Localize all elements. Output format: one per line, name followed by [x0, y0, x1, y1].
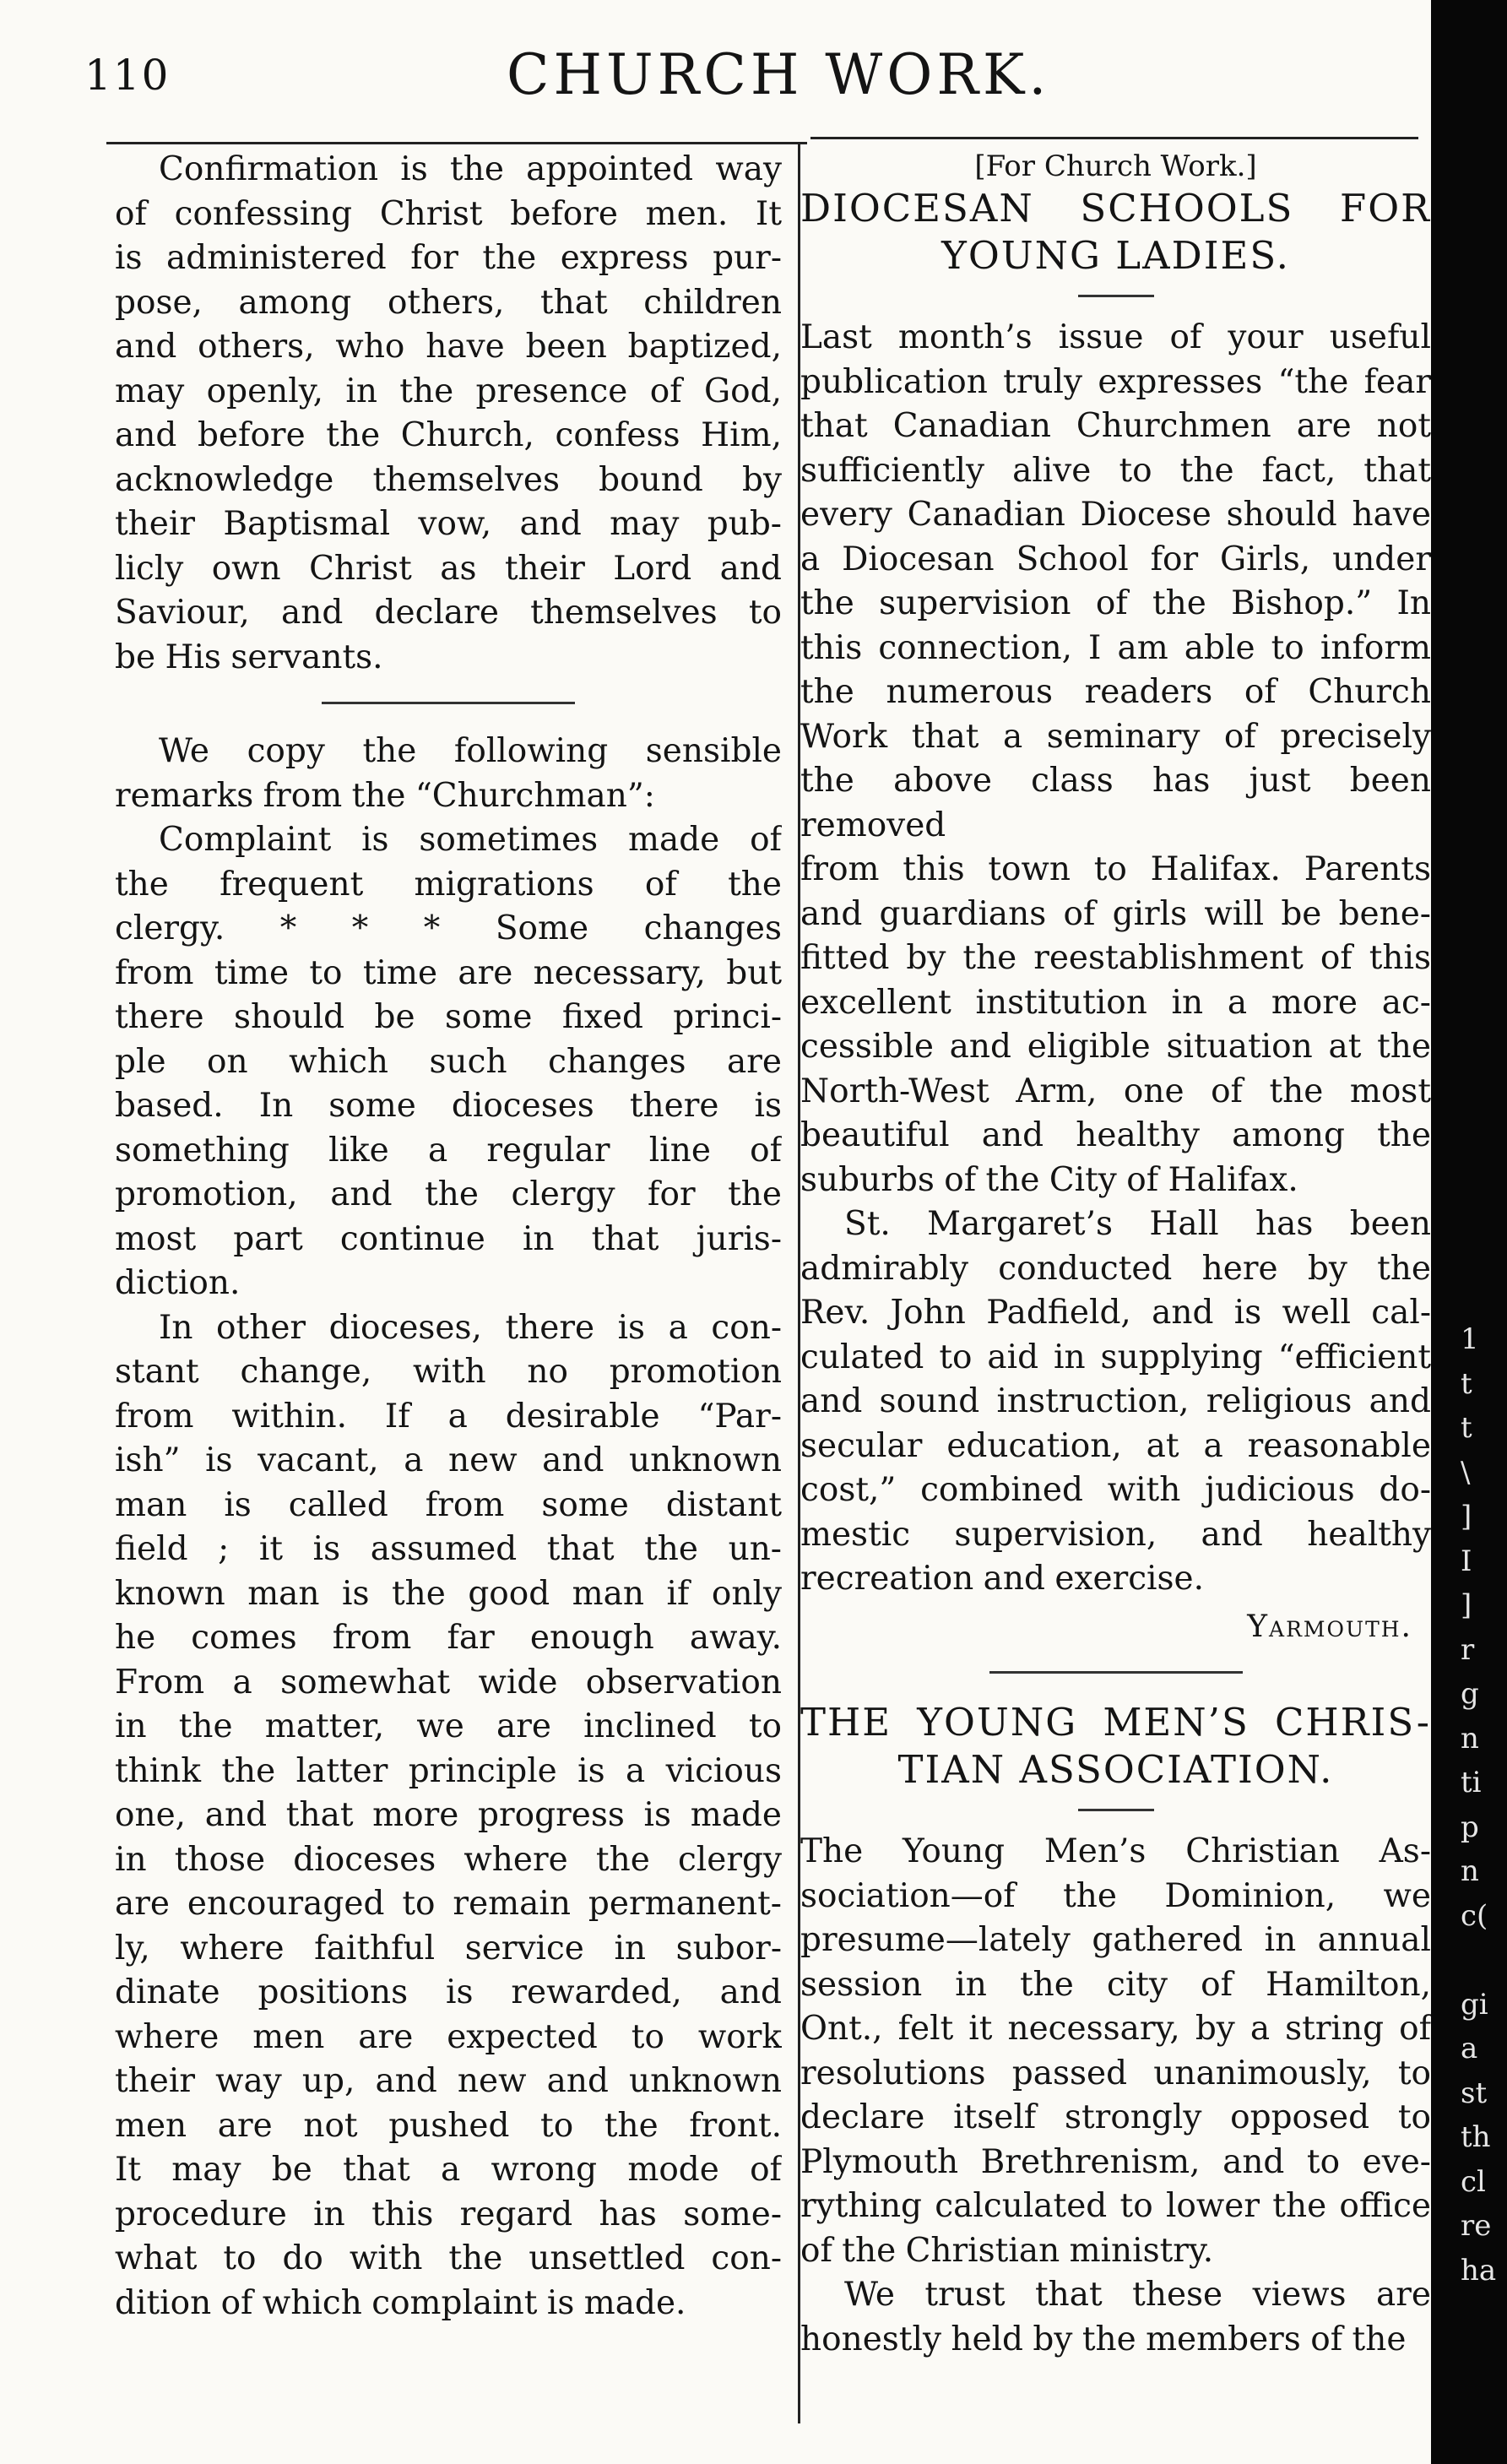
text-line: We trust that these views are [844, 2276, 1431, 2314]
margin-fragment: ] [1461, 1500, 1472, 1533]
text-line: where men are expected to work [115, 2017, 782, 2056]
text-line: think the latter principle is a vicious [115, 1751, 782, 1790]
text-line: from within. If a desirable “Par- [115, 1397, 782, 1436]
right-column [800, 148, 1431, 2428]
ymca-paragraph-2 [800, 2273, 1431, 2362]
text-line: and guardians of girls will be bene- [800, 894, 1431, 933]
margin-fragment: t [1461, 1366, 1472, 1401]
text-line: of the Christian ministry. [800, 2231, 1214, 2270]
text-line: declare itself strongly opposed to [800, 2098, 1431, 2136]
text-line: the above class has just been removed [800, 762, 1431, 844]
text-line: their way up, and new and unknown [115, 2062, 782, 2100]
section-divider-rule [322, 702, 575, 704]
text-line: and before the Church, confess Him, [115, 416, 782, 454]
text-line: this connection, I am able to inform [800, 628, 1431, 667]
page-number: 110 [84, 51, 171, 100]
text-line: ly, where faithful service in subor- [115, 1929, 782, 1967]
text-line: Work that a seminary of precisely [800, 717, 1431, 756]
margin-fragment: I [1461, 1544, 1472, 1578]
text-line: man is called from some distant [115, 1485, 782, 1524]
text-line: stant change, with no promotion [115, 1353, 782, 1391]
text-line: It may be that a wrong mode of [115, 2151, 782, 2189]
text-line: promotion, and the clergy for the [115, 1175, 782, 1213]
text-line: dinate positions is rewarded, and [115, 1973, 782, 2011]
text-line: and others, who have been baptized, [115, 328, 782, 366]
text-line: St. Margaret’s Hall has been [844, 1205, 1431, 1243]
churchman-quote-paragraph-1 [115, 818, 782, 1306]
heading-line-2: TIAN ASSOCIATION. [897, 1747, 1334, 1792]
confirmation-paragraph [115, 148, 782, 680]
text-line: in the matter, we are inclined to [115, 1707, 782, 1745]
text-line: sociation—of the Dominion, we [800, 1876, 1431, 1915]
header-rule-left [106, 142, 807, 144]
margin-fragment: a [1461, 2032, 1478, 2065]
heading-line-1: DIOCESAN SCHOOLS FOR [800, 186, 1431, 231]
text-line: Ont., felt it necessary, by a string of [800, 2010, 1431, 2048]
text-line: honestly held by the members of the [800, 2320, 1407, 2358]
text-line: presume—lately gathered in annual [800, 1921, 1431, 1959]
text-line: We copy the following sensible [159, 732, 782, 770]
text-line: their Baptismal vow, and may pub- [115, 505, 782, 543]
text-line: From a somewhat wide observation [115, 1663, 782, 1701]
margin-fragment: ha [1461, 2253, 1497, 2288]
text-line: acknowledge themselves bound by [115, 460, 782, 499]
text-line: every Canadian Diocese should have [800, 496, 1431, 534]
margin-fragment: n [1461, 1854, 1479, 1888]
article-credit: [For Church Work.] [974, 149, 1257, 183]
text-line: publication truly expresses “the fear [800, 362, 1431, 401]
text-line: there should be some fixed princi- [115, 998, 782, 1036]
text-line: excellent institution in a more ac- [800, 983, 1431, 1022]
text-line: and sound instruction, religious and [800, 1382, 1431, 1420]
margin-fragment: st [1461, 2076, 1488, 2110]
text-line: men are not pushed to the front. [115, 2106, 782, 2145]
margin-fragment: g [1461, 1677, 1479, 1711]
churchman-quote-paragraph-2 [115, 1306, 782, 2326]
heading-rule [1078, 295, 1154, 297]
text-line: Last month’s issue of your useful [800, 318, 1431, 356]
margin-fragment: p [1461, 1810, 1479, 1844]
margin-fragment: c( [1461, 1898, 1488, 1933]
margin-fragment: gi [1461, 1987, 1488, 2022]
text-line: secular education, at a reasonable [800, 1426, 1431, 1465]
margin-fragment: th [1461, 2120, 1491, 2154]
article-heading-diocesan-schools [800, 185, 1431, 280]
text-line: remarks from the “Churchman”: [115, 776, 655, 815]
margin-fragment: r [1461, 1632, 1475, 1667]
text-line: rything calculated to lower the office [800, 2187, 1431, 2225]
text-line: are encouraged to remain permanent- [115, 1885, 782, 1923]
header-rule-right [810, 137, 1418, 139]
signature-yarmouth: Yarmouth. [1247, 1609, 1412, 1644]
text-line: from time to time are necessary, but [115, 953, 782, 992]
text-line: cost,” combined with judicious do- [800, 1471, 1431, 1509]
margin-fragment: cl [1461, 2164, 1486, 2199]
text-line: recreation and exercise. [800, 1560, 1205, 1598]
heading-rule [1078, 1809, 1154, 1811]
text-line: Rev. John Padfield, and is well cal- [800, 1294, 1431, 1332]
text-line: field ; it is assumed that the un- [115, 1530, 782, 1568]
diocesan-schools-paragraph-1 [800, 316, 1431, 1202]
text-line: clergy. * * * Some changes [115, 909, 782, 947]
running-title: CHURCH WORK. [507, 42, 1051, 107]
heading-line-2: YOUNG LADIES. [941, 233, 1290, 278]
margin-fragment: ] [1461, 1588, 1472, 1622]
text-line: what to do with the unsettled con- [115, 2239, 782, 2277]
text-line: ple on which such changes are [115, 1042, 782, 1081]
ymca-paragraph-1 [800, 1830, 1431, 2273]
text-line: licly own Christ as their Lord and [115, 549, 782, 588]
text-line: ish” is vacant, a new and unknown [115, 1441, 782, 1479]
margin-fragment: ti [1461, 1766, 1482, 1799]
text-line: the frequent migrations of the [115, 865, 782, 904]
text-line: something like a regular line of [115, 1131, 782, 1170]
text-line: known man is the good man if only [115, 1574, 782, 1613]
text-line: may openly, in the presence of God, [115, 372, 782, 410]
left-column [115, 148, 782, 2428]
text-line: In other dioceses, there is a con- [159, 1308, 782, 1347]
text-line: be His servants. [115, 638, 383, 676]
text-line: cessible and eligible situation at the [800, 1028, 1431, 1066]
text-line: suburbs of the City of Halifax. [800, 1160, 1298, 1199]
text-line: a Diocesan School for Girls, under [800, 540, 1431, 578]
margin-fragment: 1 [1461, 1322, 1479, 1356]
heading-line-1: THE YOUNG MEN’S CHRIS- [800, 1700, 1431, 1745]
text-line: the supervision of the Bishop.” In [800, 584, 1431, 622]
text-line: is administered for the express pur- [115, 239, 782, 277]
text-line: that Canadian Churchmen are not [800, 407, 1431, 445]
adjacent-page-fragments [1461, 1317, 1507, 2293]
text-line: procedure in this regard has some- [115, 2195, 782, 2233]
margin-fragment: \ [1461, 1455, 1471, 1490]
margin-fragment [1461, 1938, 1507, 1983]
text-line: dition of which complaint is made. [115, 2283, 686, 2322]
text-line: in those dioceses where the clergy [115, 1840, 782, 1879]
text-line: North-West Arm, one of the most [800, 1072, 1431, 1110]
text-line: he comes from far enough away. [115, 1619, 782, 1657]
text-line: admirably conducted here by the [800, 1249, 1431, 1288]
margin-fragment: n [1461, 1721, 1479, 1756]
text-line: Complaint is sometimes made of [159, 821, 782, 859]
text-line: beautiful and healthy among the [800, 1116, 1431, 1154]
churchman-intro-paragraph [115, 730, 782, 818]
text-line: Confirmation is the appointed way [159, 150, 782, 188]
text-line: sufficiently alive to the fact, that [800, 451, 1431, 490]
text-line: session in the city of Hamilton, [800, 1965, 1431, 2004]
diocesan-schools-paragraph-2 [800, 1202, 1431, 1602]
text-line: mestic supervision, and healthy [800, 1515, 1431, 1554]
article-heading-ymca [800, 1699, 1431, 1794]
text-line: fitted by the reestablishment of this [800, 939, 1431, 977]
text-line: the numerous readers of Church [800, 673, 1431, 711]
text-line: pose, among others, that children [115, 283, 782, 322]
text-line: diction. [115, 1264, 241, 1302]
text-line: most part continue in that juris- [115, 1219, 782, 1258]
section-divider-rule-right [989, 1671, 1243, 1674]
text-line: Plymouth Brethrenism, and to eve- [800, 2142, 1431, 2181]
text-line: Saviour, and declare themselves to [115, 594, 782, 632]
text-line: resolutions passed unanimously, to [800, 2054, 1431, 2092]
text-line: of confessing Christ before men. It [115, 194, 782, 233]
margin-fragment: re [1461, 2209, 1492, 2243]
text-line: one, and that more progress is made [115, 1796, 782, 1834]
text-line: The Young Men’s Christian As- [800, 1832, 1431, 1870]
text-line: based. In some dioceses there is [115, 1087, 782, 1125]
page-header [0, 0, 1507, 144]
text-line: culated to aid in supplying “efficient [800, 1338, 1431, 1376]
margin-fragment: t [1461, 1411, 1472, 1445]
text-line: from this town to Halifax. Parents [800, 850, 1431, 888]
